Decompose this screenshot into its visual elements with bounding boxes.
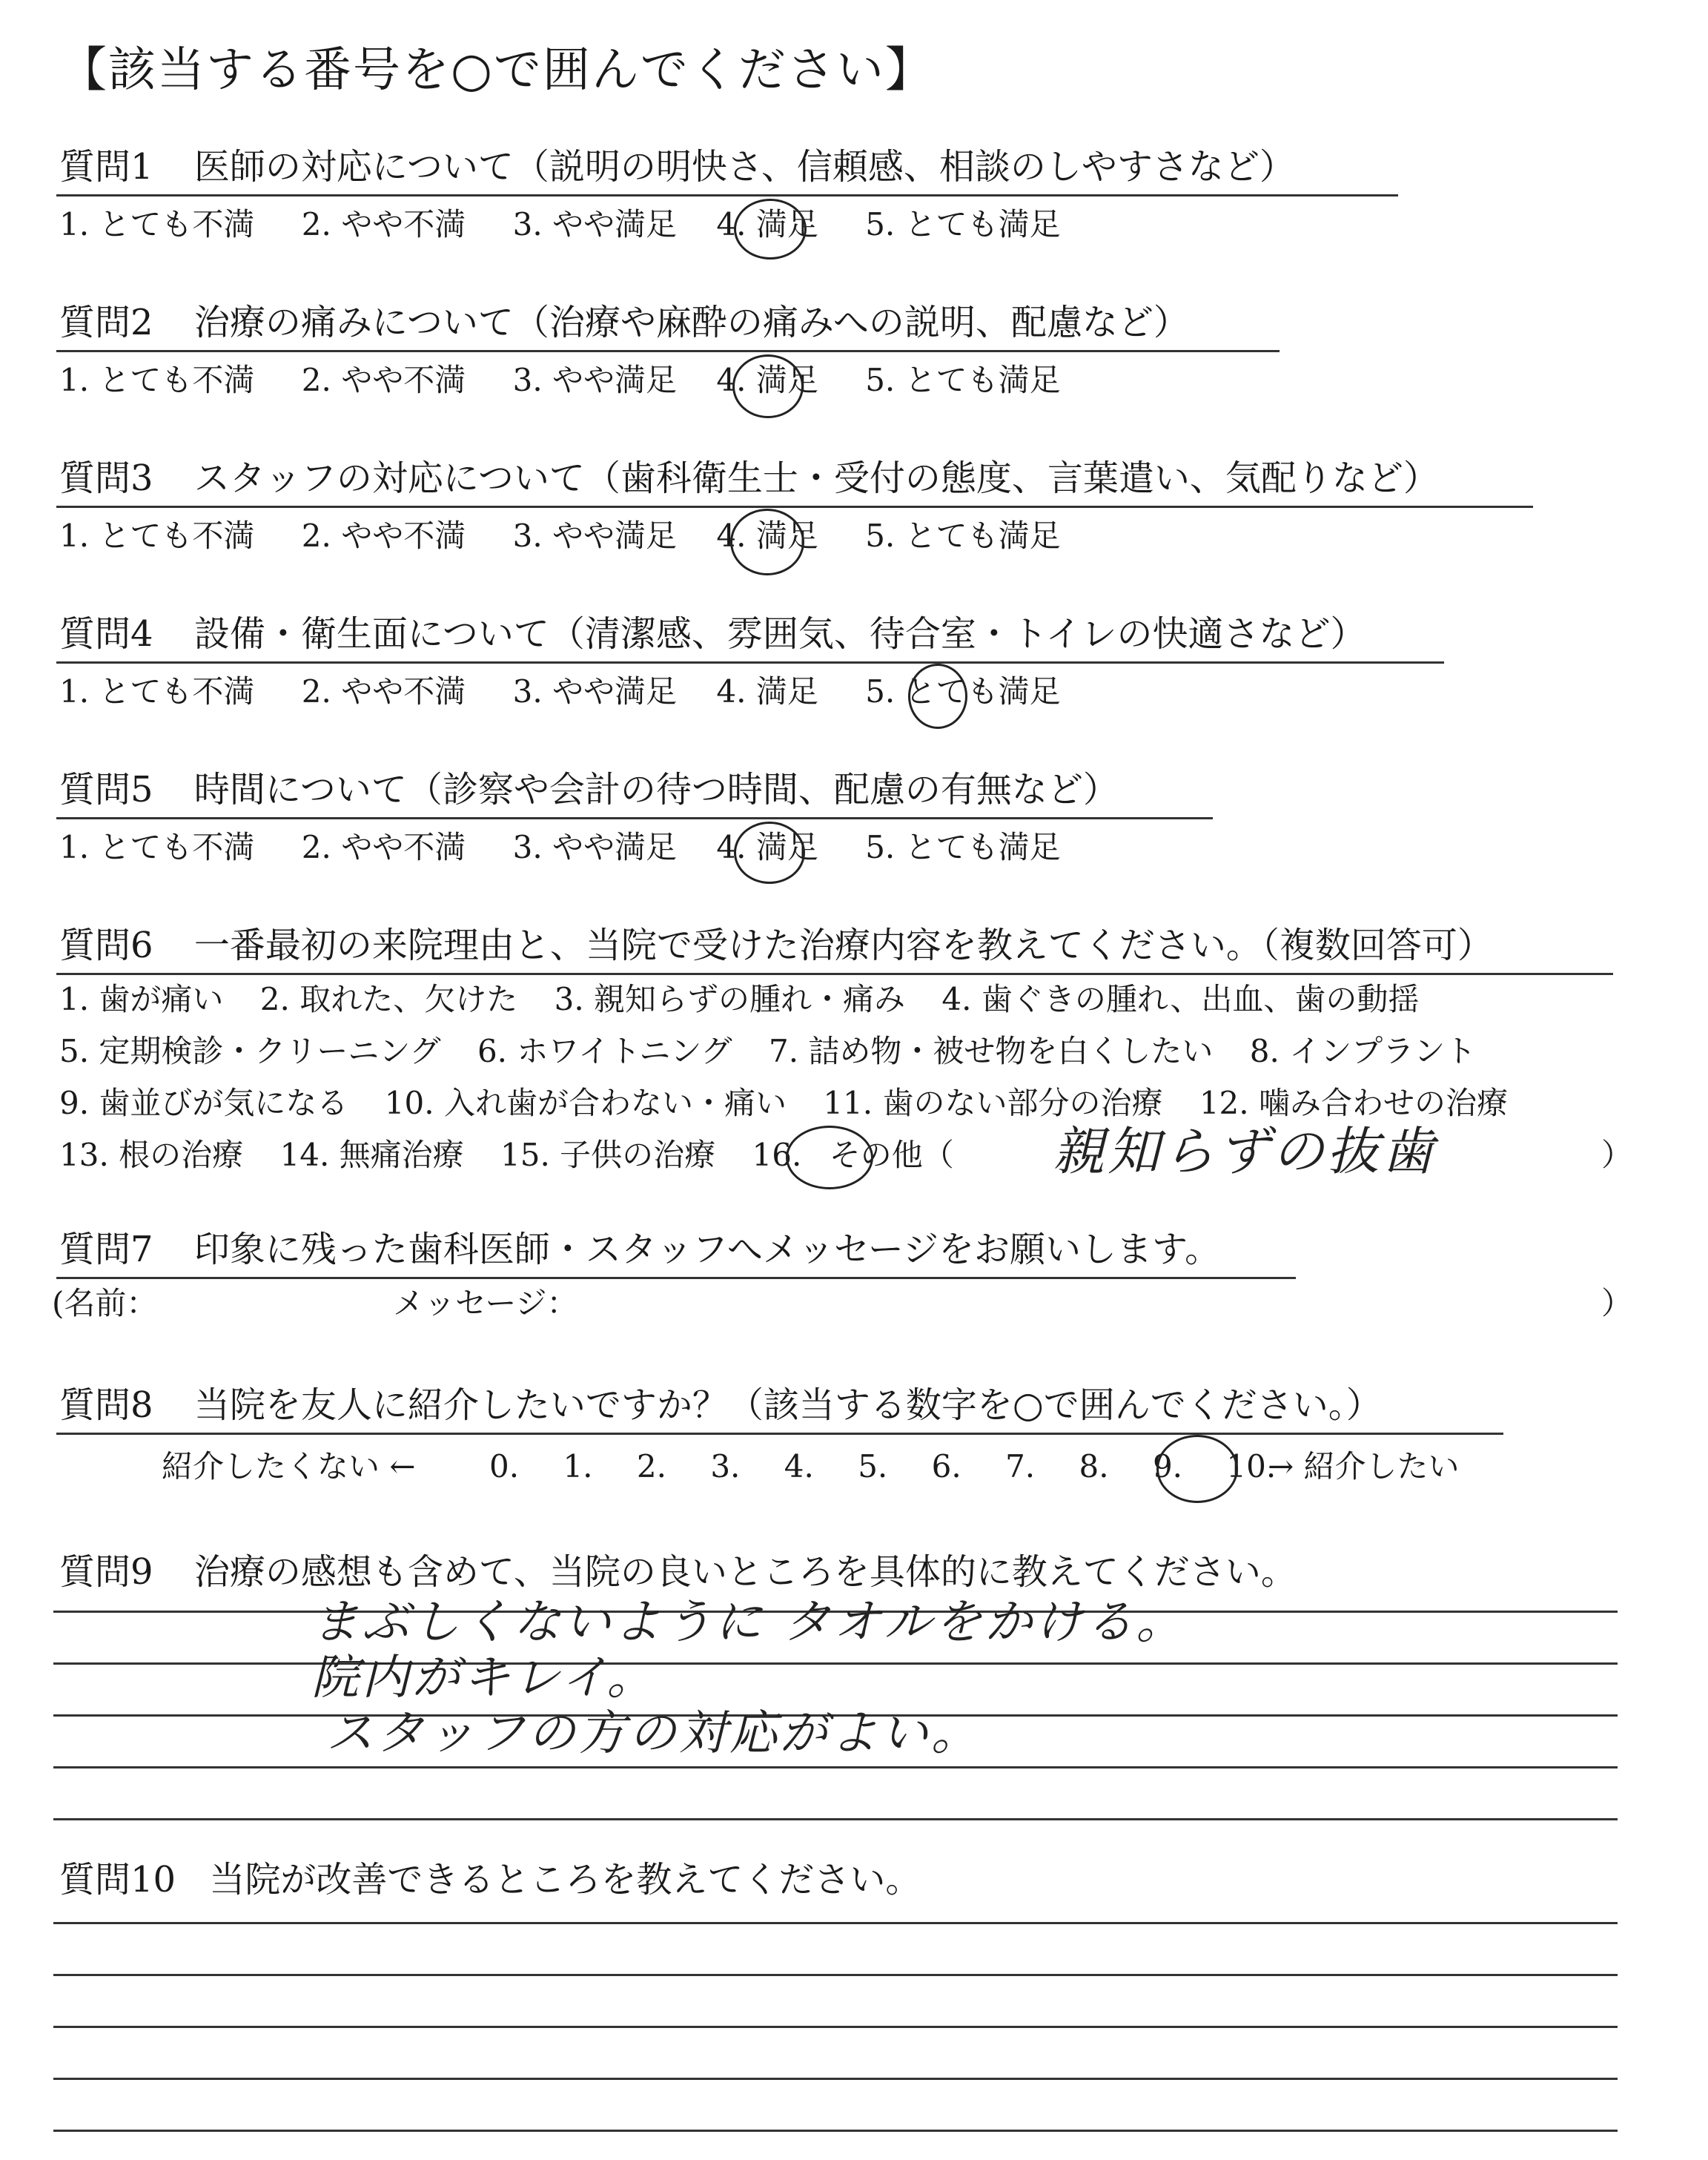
q8-selection-circle — [1156, 1435, 1238, 1503]
q4-underline — [56, 661, 1444, 664]
q6-option-9[interactable]: 9. 歯並びが気になる — [59, 1085, 348, 1121]
q8-option-9[interactable]: 9. — [1152, 1448, 1183, 1484]
q4-option-1[interactable]: 1. とても不満 — [59, 673, 255, 710]
q8-text: 当院を友人に紹介したいですか？（該当する数字を○で囲んでください。） — [193, 1384, 1382, 1426]
q6-option-15[interactable]: 15. 子供の治療 — [500, 1137, 716, 1173]
q1-text: 医師の対応について（説明の明快さ、信頼感、相談のしやすさなど） — [193, 146, 1295, 188]
q4-option-5[interactable]: 5. とても満足 — [865, 673, 1061, 710]
q3-selection-circle — [730, 509, 804, 575]
q6-row-2 — [59, 1031, 1476, 1072]
q8-number: 質問8 — [59, 1384, 153, 1426]
q2-selection-circle — [732, 354, 804, 418]
q1-option-2[interactable]: 2. やや不満 — [301, 206, 466, 242]
q7-number: 質問7 — [59, 1229, 153, 1270]
q1-underline — [56, 194, 1398, 196]
q6-row-1 — [59, 979, 1419, 1020]
q5-number: 質問5 — [59, 769, 153, 810]
q5-option-4[interactable]: 4. 満足 — [716, 829, 818, 865]
q5-underline — [56, 817, 1213, 819]
q1-option-3[interactable]: 3. やや満足 — [512, 206, 678, 242]
q3-text: スタッフの対応について（歯科衛生士・受付の態度、言葉遣い、気配りなど） — [193, 458, 1439, 499]
q2-option-3[interactable]: 3. やや満足 — [512, 362, 678, 398]
q10-number: 質問10 — [59, 1859, 176, 1900]
q6-option-2[interactable]: 2. 取れた、欠けた — [259, 981, 518, 1017]
q9-line-5 — [53, 1818, 1618, 1820]
q1-options — [59, 204, 1061, 245]
q6-other-close-paren: ） — [1601, 1137, 1633, 1173]
q7-text: 印象に残った歯科医師・スタッフへメッセージをお願いします。 — [193, 1229, 1221, 1270]
q2-header — [59, 300, 1189, 345]
q7-header — [59, 1227, 1220, 1272]
q6-number: 質問6 — [59, 925, 153, 966]
q1-number: 質問1 — [59, 146, 153, 188]
q8-option-6[interactable]: 6. — [931, 1448, 961, 1484]
q6-header — [59, 923, 1493, 968]
q2-option-5[interactable]: 5. とても満足 — [865, 362, 1061, 398]
q2-underline — [56, 350, 1280, 352]
q5-option-1[interactable]: 1. とても不満 — [59, 829, 255, 865]
q6-option-6[interactable]: 6. ホワイトニング — [477, 1033, 732, 1069]
q6-option-4[interactable]: 4. 歯ぐきの腫れ、出血、歯の動揺 — [941, 981, 1420, 1017]
q10-header — [59, 1857, 921, 1902]
q1-header — [59, 145, 1295, 189]
q10-line-5 — [53, 2130, 1618, 2132]
q9-line-2 — [53, 1662, 1618, 1665]
q6-option-3[interactable]: 3. 親知らずの腫れ・痛み — [554, 981, 906, 1017]
q1-selection-circle — [734, 199, 807, 260]
q6-underline — [56, 973, 1613, 975]
q6-option-7[interactable]: 7. 詰め物・被せ物を白くしたい — [768, 1033, 1214, 1069]
q4-option-4[interactable]: 4. 満足 — [716, 673, 818, 710]
q5-text: 時間について（診察や会計の待つ時間、配慮の有無など） — [193, 769, 1119, 810]
q3-option-2[interactable]: 2. やや不満 — [301, 518, 466, 554]
q9-answer-line-2[interactable]: 院内がキレイ。 — [311, 1651, 658, 1705]
q4-selection-circle — [908, 664, 967, 729]
q6-option-5[interactable]: 5. 定期検診・クリーニング — [59, 1033, 441, 1069]
q2-option-1[interactable]: 1. とても不満 — [59, 362, 255, 398]
q9-header — [59, 1550, 1297, 1594]
q9-answer-line-1[interactable]: まぶしくないように タオルをかける。 — [311, 1595, 1187, 1650]
q3-options — [59, 515, 1061, 557]
q8-option-8[interactable]: 8. — [1079, 1448, 1109, 1484]
q6-row-3 — [59, 1083, 1508, 1124]
q6-text: 一番最初の来院理由と、当院で受けた治療内容を教えてください。（複数回答可） — [193, 925, 1493, 966]
q7-message-label: メッセージ： — [393, 1285, 578, 1321]
q4-number: 質問4 — [59, 613, 153, 655]
q7-name-label: (名前： — [52, 1285, 158, 1321]
form-title: 【該当する番号を○で囲んでください】 — [59, 43, 934, 98]
q6-other-label: その他（ — [829, 1137, 954, 1173]
q6-other-answer[interactable]: 親知らずの抜歯 — [1053, 1121, 1437, 1182]
q6-selection-circle — [786, 1126, 873, 1189]
q3-header — [59, 456, 1439, 501]
q5-options — [59, 827, 1061, 868]
q8-option-3[interactable]: 3. — [710, 1448, 741, 1484]
q8-option-10[interactable]: 10. — [1226, 1448, 1277, 1484]
q8-option-4[interactable]: 4. — [784, 1448, 814, 1484]
q1-option-5[interactable]: 5. とても満足 — [865, 206, 1061, 242]
q9-answer-line-3[interactable]: スタッフの方の対応がよい。 — [326, 1706, 982, 1761]
q10-line-1 — [53, 1922, 1618, 1924]
q6-option-13[interactable]: 13. 根の治療 — [59, 1137, 244, 1173]
q3-option-3[interactable]: 3. やや満足 — [512, 518, 678, 554]
q5-header — [59, 767, 1119, 812]
q8-option-1[interactable]: 1. — [563, 1448, 593, 1484]
q9-text: 治療の感想も含めて、当院の良いところを具体的に教えてください。 — [193, 1551, 1297, 1593]
q1-option-4[interactable]: 4. 満足 — [716, 206, 818, 242]
q8-option-7[interactable]: 7. — [1005, 1448, 1036, 1484]
q6-option-12[interactable]: 12. 噛み合わせの治療 — [1199, 1085, 1508, 1121]
q8-underline — [56, 1433, 1503, 1435]
q3-option-5[interactable]: 5. とても満足 — [865, 518, 1061, 554]
q3-number: 質問3 — [59, 458, 153, 499]
q5-option-3[interactable]: 3. やや満足 — [512, 829, 678, 865]
q6-option-8[interactable]: 8. インプラント — [1249, 1033, 1477, 1069]
q9-number: 質問9 — [59, 1551, 153, 1593]
q2-option-4[interactable]: 4. 満足 — [716, 362, 818, 398]
q8-left-label: 紹介したくない ← — [162, 1448, 416, 1484]
q8-right-label: → 紹介したい — [1268, 1448, 1460, 1484]
q5-option-5[interactable]: 5. とても満足 — [865, 829, 1061, 865]
q8-option-0[interactable]: 0. — [489, 1448, 520, 1484]
q3-option-1[interactable]: 1. とても不満 — [59, 518, 255, 554]
q10-line-4 — [53, 2078, 1618, 2080]
q3-underline — [56, 506, 1533, 508]
q6-option-11[interactable]: 11. 歯のない部分の治療 — [823, 1085, 1163, 1121]
q7-underline — [56, 1277, 1296, 1279]
q2-text: 治療の痛みについて（治療や麻酔の痛みへの説明、配慮など） — [193, 302, 1189, 343]
q5-selection-circle — [734, 822, 805, 884]
q6-option-16[interactable]: 16. — [752, 1137, 802, 1173]
q1-option-1[interactable]: 1. とても不満 — [59, 206, 255, 242]
q10-text: 当院が改善できるところを教えてください。 — [209, 1859, 921, 1900]
q6-option-10[interactable]: 10. 入れ歯が合わない・痛い — [384, 1085, 787, 1121]
q6-option-1[interactable]: 1. 歯が痛い — [59, 981, 224, 1017]
q10-line-3 — [53, 2026, 1618, 2028]
q9-line-4 — [53, 1766, 1618, 1768]
q2-number: 質問2 — [59, 302, 153, 343]
q4-header — [59, 612, 1366, 656]
q8-option-5[interactable]: 5. — [858, 1448, 888, 1484]
q2-options — [59, 360, 1061, 401]
q4-option-2[interactable]: 2. やや不満 — [301, 673, 466, 710]
q8-header — [59, 1383, 1382, 1427]
q8-option-2[interactable]: 2. — [636, 1448, 666, 1484]
q10-line-2 — [53, 1974, 1618, 1976]
q7-close-paren: ） — [1601, 1285, 1633, 1321]
q4-option-3[interactable]: 3. やや満足 — [512, 673, 678, 710]
q5-option-2[interactable]: 2. やや不満 — [301, 829, 466, 865]
q3-option-4[interactable]: 4. 満足 — [716, 518, 818, 554]
q4-text: 設備・衛生面について（清潔感、雰囲気、待合室・トイレの快適さなど） — [193, 613, 1366, 655]
q2-option-2[interactable]: 2. やや不満 — [301, 362, 466, 398]
q6-option-14[interactable]: 14. 無痛治療 — [279, 1137, 464, 1173]
